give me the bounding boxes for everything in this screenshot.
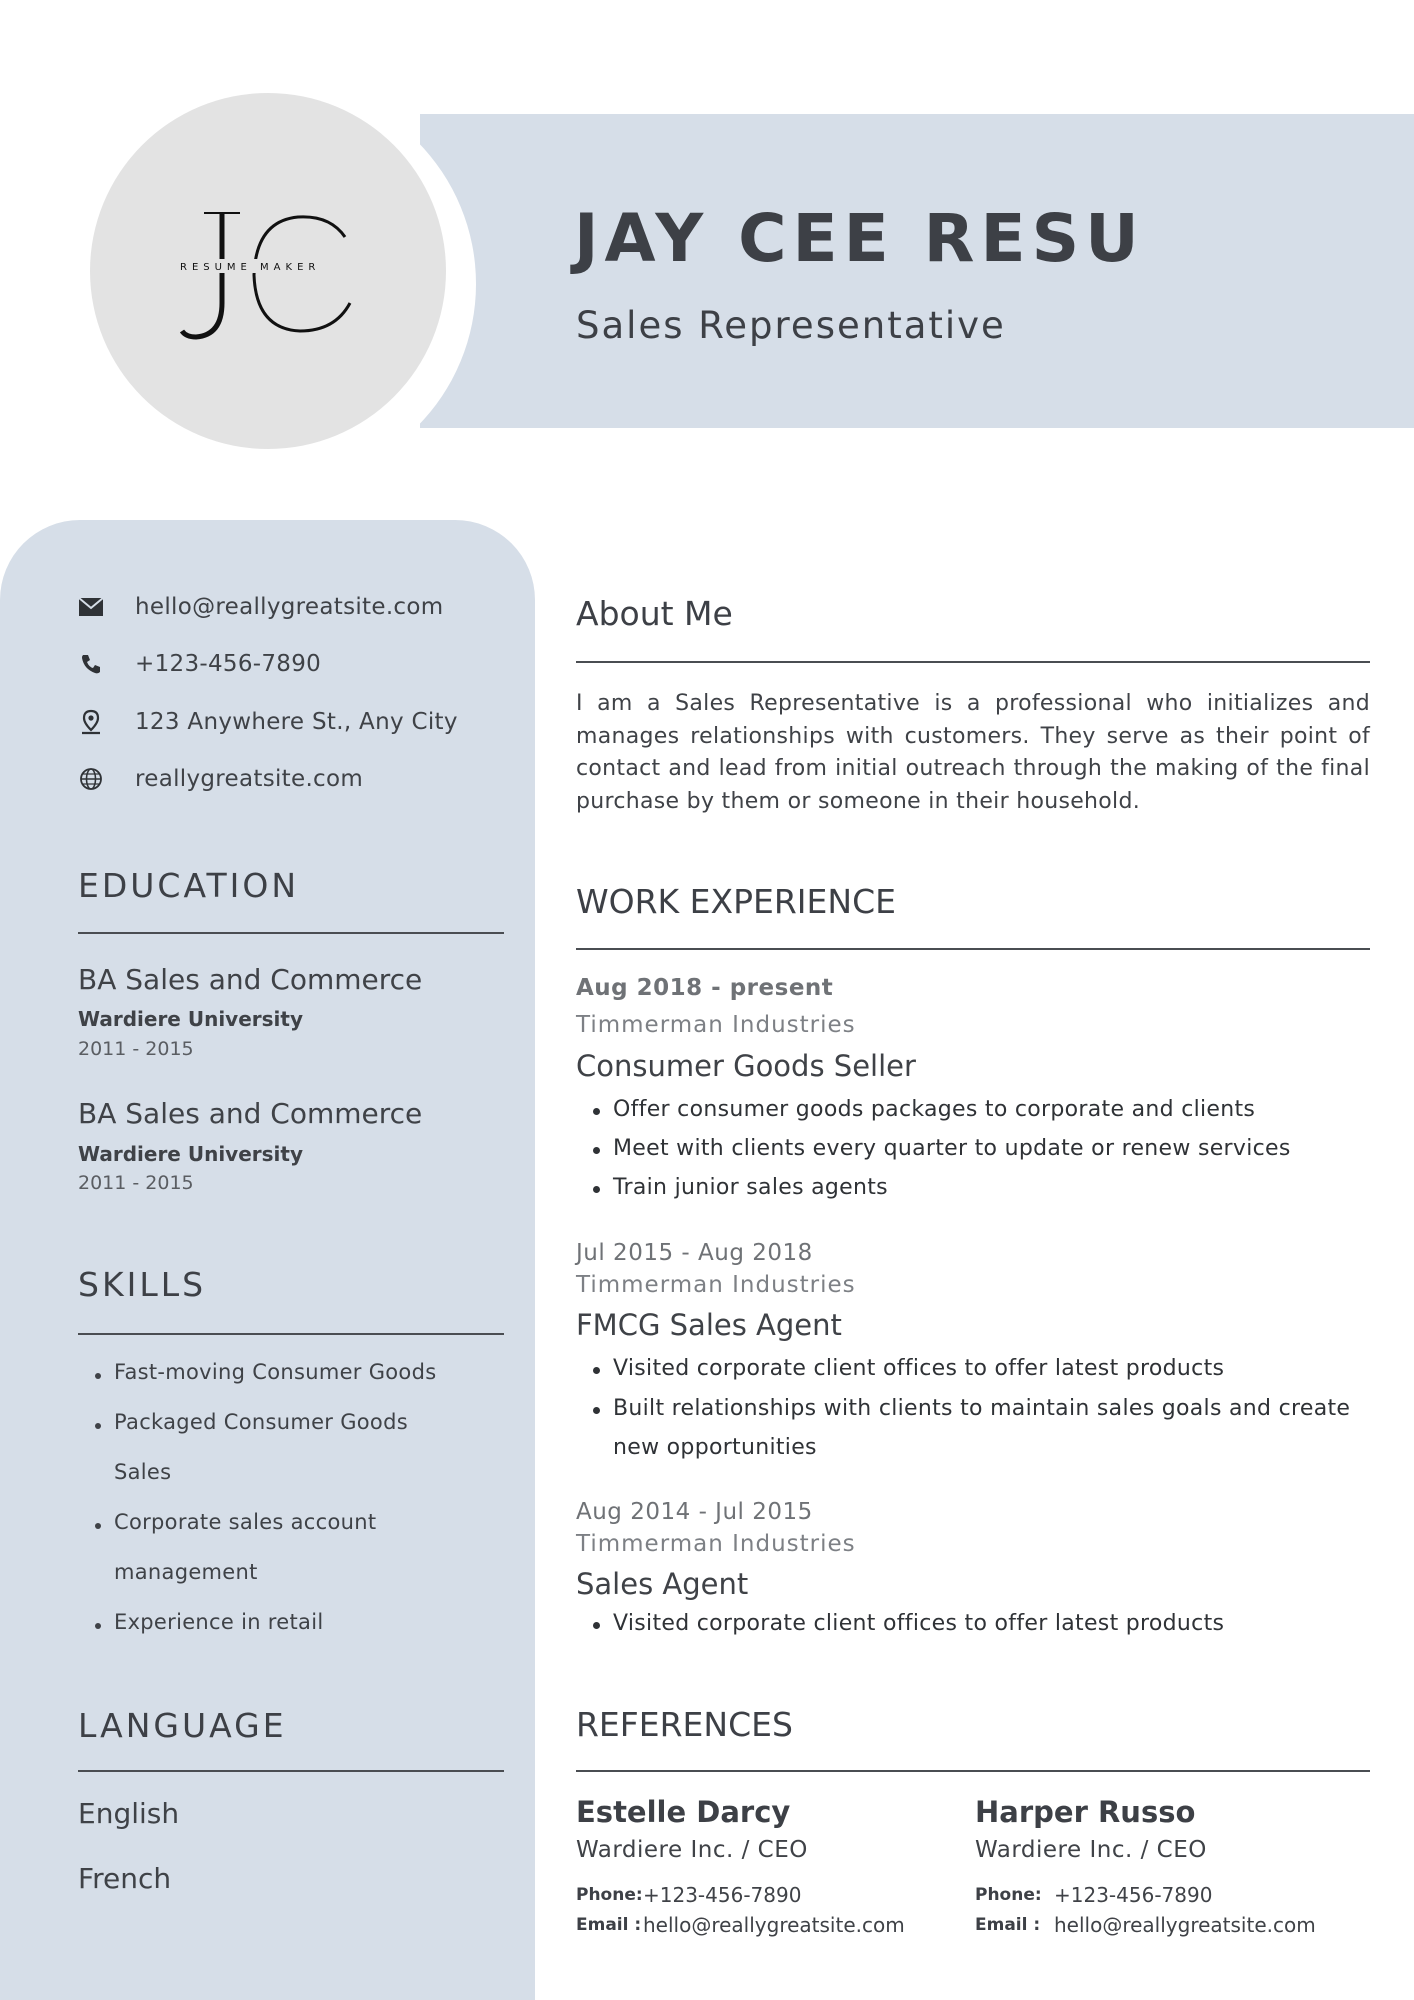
education-degree: BA Sales and Commerce <box>78 963 423 996</box>
references-divider <box>576 1770 1370 1772</box>
work-divider <box>576 948 1370 950</box>
contact-address-text: 123 Anywhere St., Any City <box>135 709 458 735</box>
skill-bullet <box>95 1373 101 1379</box>
education-divider <box>78 932 504 934</box>
language-item: French <box>78 1862 172 1895</box>
references-heading: REFERENCES <box>576 1705 793 1744</box>
job-role: Sales Agent <box>576 1567 749 1601</box>
job-company: Timmerman Industries <box>576 1272 856 1298</box>
reference-phone[interactable]: +123-456-7890 <box>1054 1883 1213 1907</box>
envelope-icon <box>76 592 106 622</box>
skills-heading: SKILLS <box>78 1265 207 1304</box>
job-bullet <box>593 1147 600 1154</box>
work-heading: WORK EXPERIENCE <box>576 882 896 921</box>
job-bullet <box>593 1367 600 1374</box>
job-duty: Meet with clients every quarter to update or renew services <box>613 1136 1291 1161</box>
job-bullet <box>593 1407 600 1414</box>
language-heading: LANGUAGE <box>78 1706 287 1745</box>
skill-bullet <box>95 1423 101 1429</box>
language-item: English <box>78 1797 180 1830</box>
job-bullet <box>593 1622 600 1629</box>
reference-org: Wardiere Inc. / CEO <box>576 1837 808 1863</box>
contact-website-text: reallygreatsite.com <box>135 766 364 792</box>
job-company: Timmerman Industries <box>576 1012 856 1038</box>
reference-email-label: Email : <box>975 1915 1041 1935</box>
job-duty-continued: new opportunities <box>613 1435 817 1460</box>
job-date: Aug 2014 - Jul 2015 <box>576 1499 813 1525</box>
reference-phone-label: Phone: <box>576 1885 643 1905</box>
contact-email[interactable] <box>76 591 444 623</box>
education-years: 2011 - 2015 <box>78 1172 194 1194</box>
job-duty: Visited corporate client offices to offer latest products <box>613 1356 1225 1381</box>
reference-org: Wardiere Inc. / CEO <box>975 1837 1207 1863</box>
education-school: Wardiere University <box>78 1142 303 1166</box>
location-pin-icon <box>76 707 106 737</box>
job-duty: Offer consumer goods packages to corporate and clients <box>613 1097 1256 1122</box>
contact-address <box>76 706 458 738</box>
job-bullet <box>593 1108 600 1115</box>
skill-item: Corporate sales account <box>114 1510 377 1534</box>
contact-website[interactable] <box>76 763 364 795</box>
skill-item-continued: Sales <box>114 1460 172 1484</box>
skill-item-continued: management <box>114 1560 258 1584</box>
contact-phone-text: +123-456-7890 <box>135 651 322 677</box>
logo-tagline: RESUME MAKER <box>180 262 321 273</box>
skill-item: Fast-moving Consumer Goods <box>114 1360 437 1384</box>
job-company: Timmerman Industries <box>576 1531 856 1557</box>
skill-item: Experience in retail <box>114 1610 324 1634</box>
job-duty: Train junior sales agents <box>613 1175 888 1200</box>
jc-logo-icon <box>170 195 370 345</box>
candidate-name: JAY CEE RESU <box>574 200 1145 277</box>
candidate-title: Sales Representative <box>576 304 1006 347</box>
education-years: 2011 - 2015 <box>78 1038 194 1060</box>
reference-phone[interactable]: +123-456-7890 <box>643 1883 802 1907</box>
reference-email[interactable]: hello@reallygreatsite.com <box>1054 1913 1316 1937</box>
about-heading: About Me <box>576 594 733 633</box>
job-duty: Built relationships with clients to maintain sales goals and create <box>613 1396 1351 1421</box>
education-school: Wardiere University <box>78 1007 303 1031</box>
reference-phone-label: Phone: <box>975 1885 1042 1905</box>
contact-email-text: hello@reallygreatsite.com <box>135 594 444 620</box>
job-role: FMCG Sales Agent <box>576 1308 842 1342</box>
sidebar <box>0 520 535 2000</box>
reference-name: Harper Russo <box>975 1795 1196 1829</box>
education-heading: EDUCATION <box>78 866 300 905</box>
job-bullet <box>593 1186 600 1193</box>
about-divider <box>576 661 1370 663</box>
job-duty: Visited corporate client offices to offer latest products <box>613 1611 1225 1636</box>
language-divider <box>78 1770 504 1772</box>
about-text: I am a Sales Representative is a professional who initializes and manages relationships with customers. They serve as their point of contact and lead from initial outreach through the making of the final purchase by them or someone in their household. <box>576 691 1370 814</box>
reference-email-label: Email : <box>576 1915 642 1935</box>
phone-icon <box>76 649 106 679</box>
education-degree: BA Sales and Commerce <box>78 1097 423 1130</box>
skill-bullet <box>95 1523 101 1529</box>
skill-bullet <box>95 1623 101 1629</box>
skills-divider <box>78 1333 504 1335</box>
contact-phone[interactable] <box>76 648 322 680</box>
reference-email[interactable]: hello@reallygreatsite.com <box>643 1913 905 1937</box>
skill-item: Packaged Consumer Goods <box>114 1410 408 1434</box>
reference-name: Estelle Darcy <box>576 1795 791 1829</box>
job-role: Consumer Goods Seller <box>576 1049 916 1083</box>
job-date: Jul 2015 - Aug 2018 <box>576 1240 813 1266</box>
globe-icon <box>76 764 106 794</box>
job-date: Aug 2018 - present <box>576 975 834 1001</box>
